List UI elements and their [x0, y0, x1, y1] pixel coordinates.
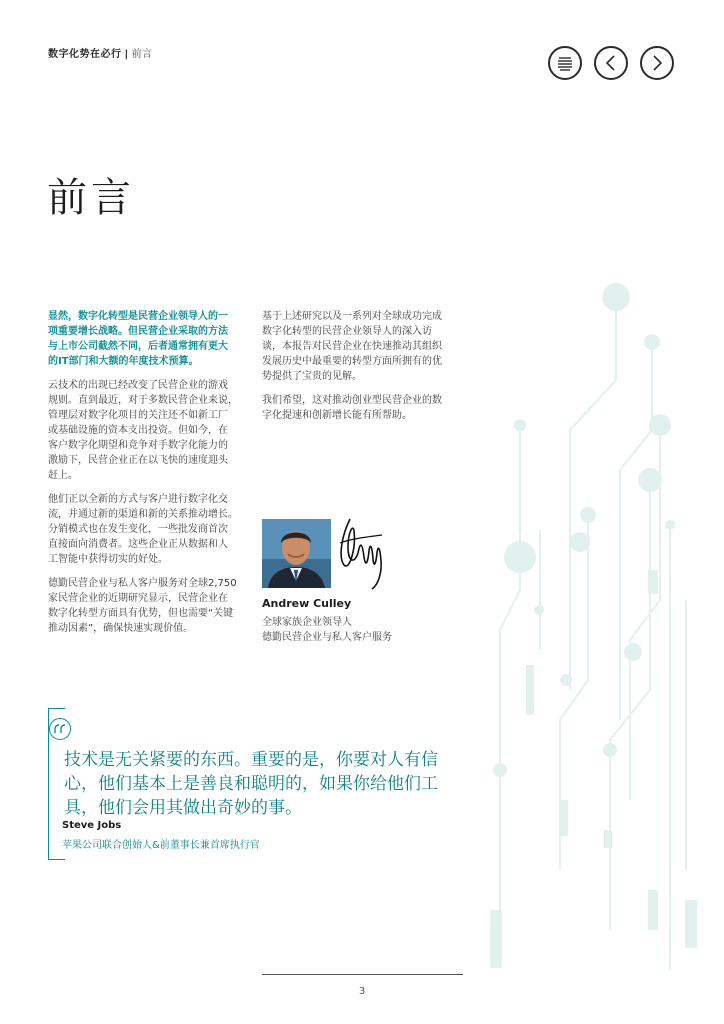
circuit-decoration: [420, 270, 720, 990]
chevron-left-icon: [603, 54, 619, 72]
menu-button[interactable]: [548, 46, 582, 80]
author-signature: [336, 513, 388, 591]
right-column: [262, 309, 462, 432]
breadcrumb: [48, 45, 153, 60]
body-paragraph: 云技术的出现已经改变了民营企业的游戏 规则。直到最近，对于多数民营企业来说， 管理层对数字化项目的关注还不如新工厂 或基础设施的资本支出投资。但如今，在 客户数字化期望和竞争对手数字化能力的 激励下，民营企业正在以飞快的速度迎头 赶上。: [48, 380, 238, 481]
lead-paragraph: 显然，数字化转型是民营企业领导人的一 项重要增长战略。但民营企业采取的方法 与上市公司截然不同，后者通常拥有更大 的IT部门和大额的年度技术预算。: [48, 311, 228, 367]
breadcrumb-page: 前言: [131, 49, 153, 60]
breadcrumb-separator: |: [124, 49, 129, 60]
footer-divider: [262, 974, 463, 975]
quote-author-role: 苹果公司联合创始人&前董事长兼首席执行官: [62, 840, 260, 851]
quote-mark-icon: [49, 718, 71, 740]
previous-page-button[interactable]: [594, 46, 628, 80]
body-paragraph: 我们希望，这对推动创业型民营企业的数 字化提速和创新增长能有所帮助。: [262, 395, 442, 421]
author-role: 全球家族企业领导人: [262, 617, 352, 628]
breadcrumb-section[interactable]: 数字化势在必行: [48, 49, 122, 60]
quote-author: Steve Jobs: [62, 820, 122, 831]
menu-icon: [555, 53, 575, 73]
quote-text: 技术是无关紧要的东西。重要的是，你要对人有信 心，他们基本上是善良和聪明的，如果你给他们工 具，他们会用其做出奇妙的事。: [64, 750, 438, 818]
next-page-button[interactable]: [640, 46, 674, 80]
body-paragraph: 他们正以全新的方式与客户进行数字化交 流，并通过新的渠道和新的关系推动增长。 分销模式也在发生变化，一些批发商首次 直接面向消费者。这些企业正从数据和人 工智能中获得切实的好处。: [48, 494, 238, 565]
left-column: [48, 309, 248, 645]
author-role: 德勤民营企业与私人客户服务: [262, 632, 392, 643]
page-title: 前言: [47, 175, 135, 221]
body-paragraph: 基于上述研究以及一系列对全球成功完成 数字化转型的民营企业领导人的深入访 谈，本报告对民营企业在快速推动其组织 发展历史中最重要的转型方面所拥有的优 势提供了宝贵的见解。: [262, 311, 442, 382]
author-name: Andrew Culley: [262, 597, 352, 610]
author-portrait: [262, 519, 331, 588]
page-number: 3: [358, 986, 366, 997]
chevron-right-icon: [649, 54, 665, 72]
body-paragraph: 德勤民营企业与私人客户服务对全球2,750 家民营企业的近期研究显示，民营企业在 数字化转型方面具有优势，但也需要“关键 推动因素”，确保快速实现价值。: [48, 578, 237, 634]
